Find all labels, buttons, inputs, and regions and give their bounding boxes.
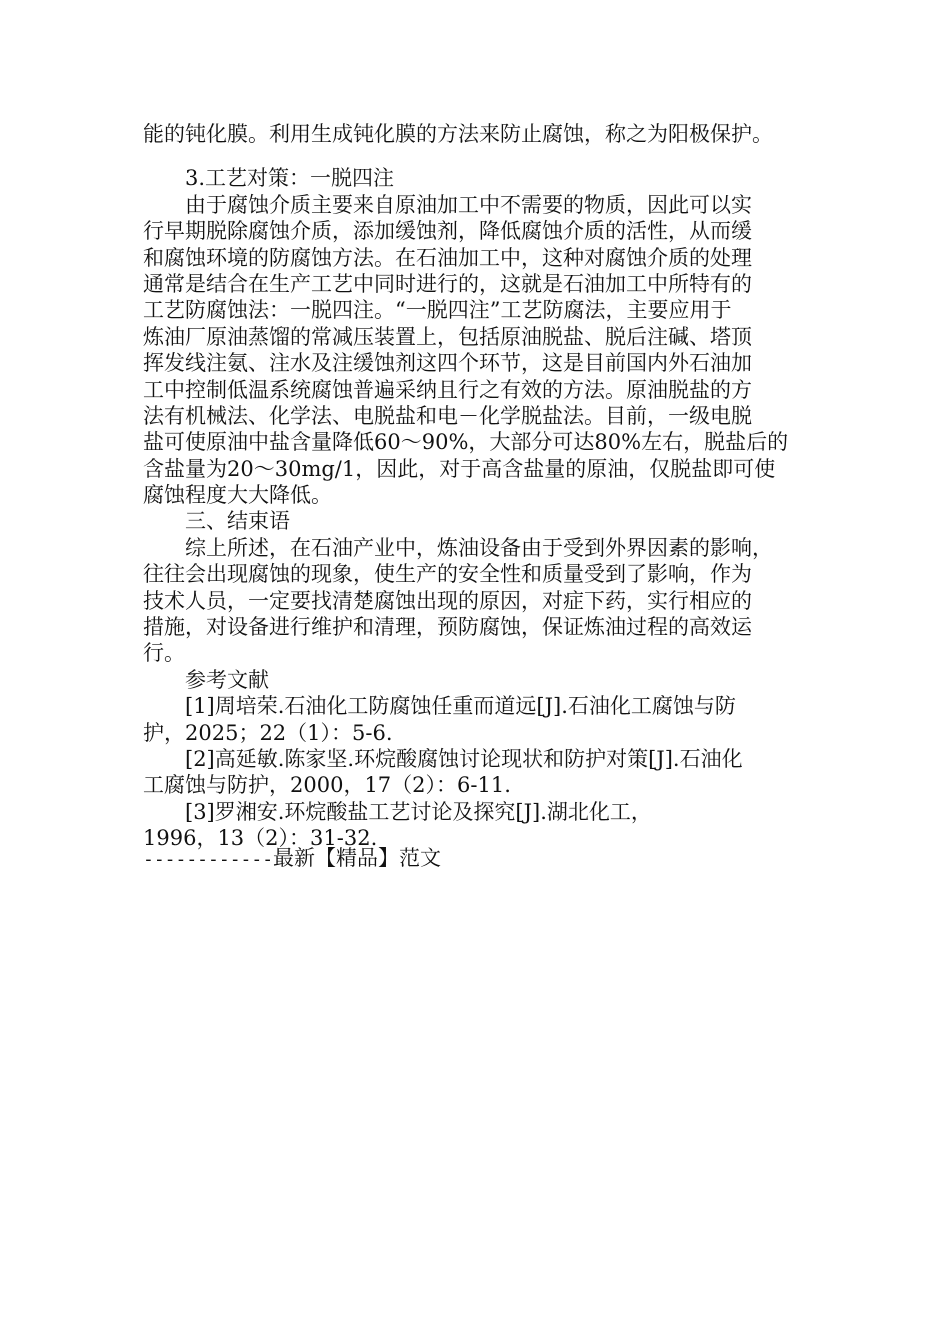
paragraph-line: 措施，对设备进行维护和清理，预防腐蚀，保证炼油过程的高效运 [143,615,752,640]
paragraph-line: 法有机械法、化学法、电脱盐和电－化学脱盐法。目前，一级电脱 [143,403,752,428]
reference-line: 1996，13（2）：31-32. [143,826,378,851]
paragraph-line: 综上所述，在石油产业中，炼油设备由于受到外界因素的影响， [185,535,773,560]
paragraph-line: 行早期脱除腐蚀介质，添加缓蚀剂，降低腐蚀介质的活性，从而缓 [143,219,752,244]
reference-line: [2]高延敏.陈家坚.环烷酸腐蚀讨论现状和防护对策[J].石油化 [185,746,743,771]
paragraph-line: 挥发线注氨、注水及注缓蚀剂这四个环节，这是目前国内外石油加 [143,351,752,376]
section-heading: 三、结束语 [185,509,290,534]
reference-line: [1]周培荣.石油化工防腐蚀任重而道远[J].石油化工腐蚀与防 [185,694,736,719]
reference-line: 护，2025；22（1）：5-6. [143,720,393,745]
references-heading: 参考文献 [185,667,269,692]
paragraph-line: 技术人员，一定要找清楚腐蚀出现的原因，对症下药，实行相应的 [143,588,752,613]
paragraph-line: 腐蚀程度大大降低。 [143,483,332,508]
section-heading: 3.工艺对策：一脱四注 [185,166,395,191]
paragraph-line: 炼油厂原油蒸馏的常减压装置上，包括原油脱盐、脱后注碱、塔顶 [143,324,752,349]
paragraph-line: 能的钝化膜。利用生成钝化膜的方法来防止腐蚀，称之为阳极保护。 [143,122,773,146]
paragraph-line: 由于腐蚀介质主要来自原油加工中不需要的物质，因此可以实 [185,192,752,217]
paragraph-line: 通常是结合在生产工艺中同时进行的，这就是石油加工中所特有的 [143,271,752,296]
paragraph-gap [143,147,807,165]
document-body [143,121,807,852]
paragraph-line: 行。 [143,641,185,666]
paragraph-line: 和腐蚀环境的防腐蚀方法。在石油加工中，这种对腐蚀介质的处理 [143,245,752,270]
paragraph-line: 往往会出现腐蚀的现象，使生产的安全性和质量受到了影响，作为 [143,562,752,587]
footer-dashes: ------------ [143,849,274,870]
reference-line: [3]罗湘安.环烷酸盐工艺讨论及探究[J].湖北化工， [185,799,652,824]
paragraph-line: 盐可使原油中盐含量降低60～90%，大部分可达80%左右，脱盐后的 [143,430,789,455]
paragraph-line: 含盐量为20～30mg/1，因此，对于高含盐量的原油，仅脱盐即可使 [143,456,776,481]
page-footer [143,845,441,873]
footer-text: 最新【精品】范文 [273,846,442,870]
paragraph-line: 工中控制低温系统腐蚀普遍采纳且行之有效的方法。原油脱盐的方 [143,377,752,402]
reference-line: 工腐蚀与防护，2000，17（2）：6-11. [143,773,511,798]
paragraph-line: 工艺防腐蚀法：一脱四注。“一脱四注”工艺防腐法，主要应用于 [143,298,732,323]
